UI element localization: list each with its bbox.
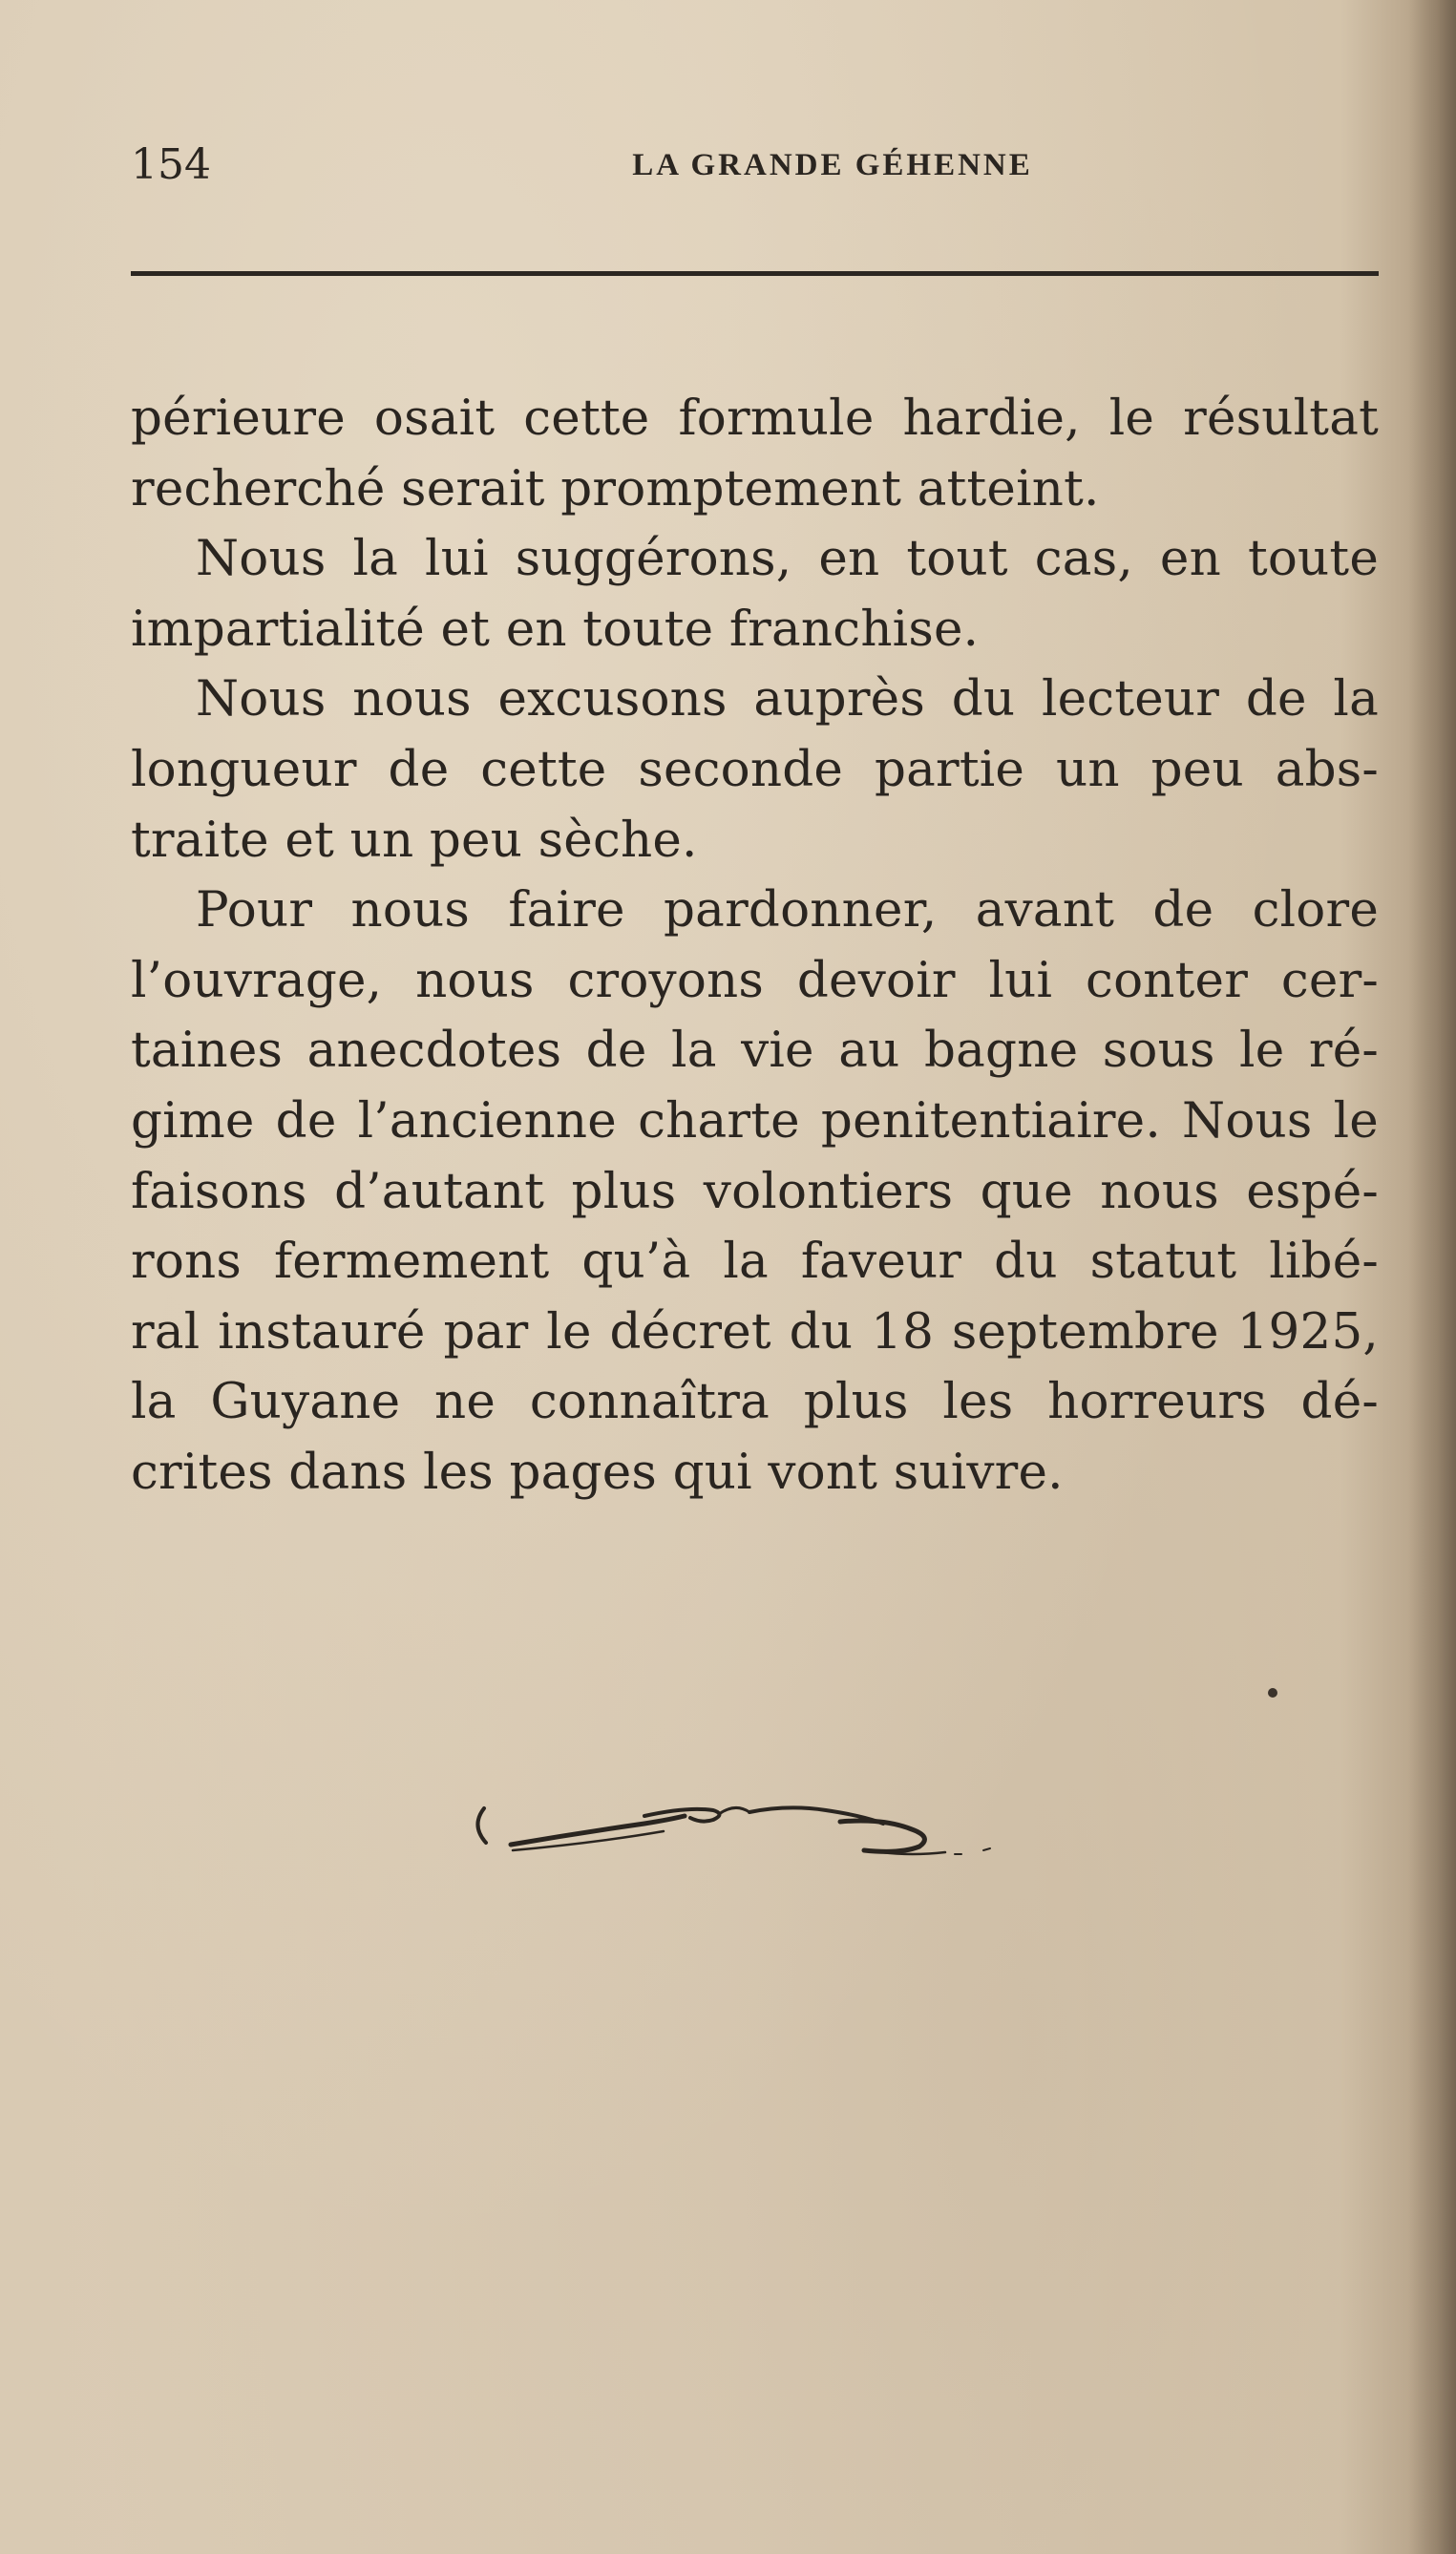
text-line: recherché serait promptement atteint.	[131, 459, 1100, 517]
text-line: Nous nous excusons auprès du lecteur de la	[196, 670, 1379, 728]
spine-shadow	[1408, 0, 1456, 2554]
text-line: crites dans les pages qui vont suivre.	[131, 1443, 1064, 1501]
page-header	[131, 137, 1379, 194]
text-line: périeure osait cette formule hardie, le résultat	[131, 390, 1379, 447]
text-line: rons fermement qu’à la faveur du statut libé-	[131, 1233, 1379, 1291]
text-line: longueur de cette seconde partie un peu abs-	[131, 740, 1379, 798]
text-line: l’ouvrage, nous croyons devoir lui conter cer-	[131, 951, 1379, 1009]
text-line: impartialité et en toute franchise.	[131, 600, 980, 658]
text-line: Pour nous faire pardonner, avant de clore	[196, 881, 1379, 939]
text-line: gime de l’ancienne charte penitentiaire. Nous le	[131, 1091, 1379, 1150]
tailpiece-flourish-icon	[463, 1795, 1012, 1862]
page-number: 154	[131, 140, 211, 189]
text-line: faisons d’autant plus volontiers que nous espé-	[131, 1162, 1379, 1220]
text-line: taines anecdotes de la vie au bagne sous le ré-	[131, 1022, 1379, 1080]
text-line: Nous la lui suggérons, en tout cas, en toute	[196, 530, 1379, 588]
text-line: ral instauré par le décret du 18 septembre 1925,	[131, 1302, 1379, 1361]
ink-speck	[1268, 1688, 1277, 1698]
header-rule	[131, 271, 1379, 276]
text-line: la Guyane ne connaîtra plus les horreurs dé-	[131, 1373, 1379, 1431]
running-title: LA GRANDE GÉHENNE	[632, 148, 1033, 182]
body-text	[131, 384, 1379, 1509]
text-line: traite et un peu sèche.	[131, 811, 698, 869]
